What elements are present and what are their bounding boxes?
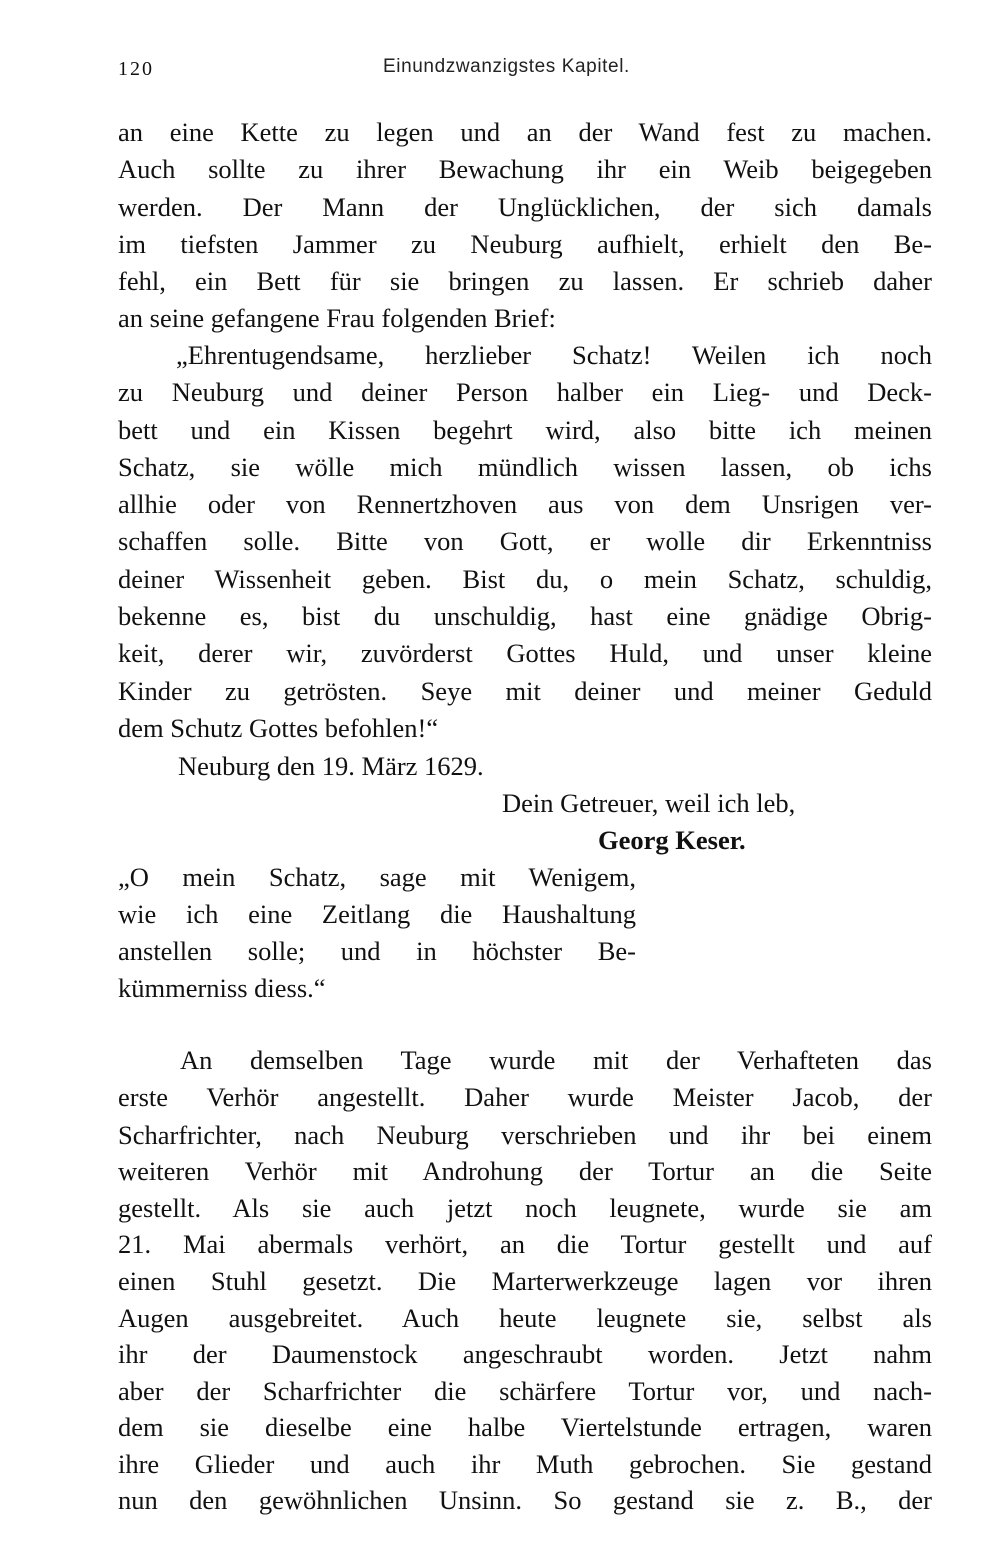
letter-line: bett und ein Kissen begehrt wird, also bitte ich meinen	[118, 415, 932, 445]
letter-line: keit, derer wir, zuvörderst Gottes Huld, und unser kleine	[118, 638, 932, 668]
letter-line: dem Schutz Gottes befohlen!“	[118, 713, 439, 743]
text-line: im tiefsten Jammer zu Neuburg aufhielt, erhielt den Be-	[118, 229, 932, 259]
text-line: erste Verhör angestellt. Daher wurde Meister Jacob, der	[118, 1082, 932, 1112]
letter-line: allhie oder von Rennertzhoven aus von dem Unsrigen ver-	[118, 489, 932, 519]
text-line: ihre Glieder und auch ihr Muth gebrochen. Sie gestand	[118, 1449, 932, 1479]
letter-line: Schatz, sie wölle mich mündlich wissen lassen, ob ichs	[118, 452, 932, 482]
text-line: Augen ausgebreitet. Auch heute leugnete sie, selbst als	[118, 1303, 932, 1333]
text-line: nun den gewöhnlichen Unsinn. So gestand sie z. B., der	[118, 1485, 932, 1515]
letter-date: Neuburg den 19. März 1629.	[178, 751, 484, 781]
text-line: aber der Scharfrichter die schärfere Tortur vor, und nach-	[118, 1376, 932, 1406]
text-line: an seine gefangene Frau folgenden Brief:	[118, 303, 556, 333]
postscript-line: wie ich eine Zeitlang die Haushaltung	[118, 899, 636, 929]
text-line: ihr der Daumenstock angeschraubt worden. Jetzt nahm	[118, 1339, 932, 1369]
letter-line: schaffen solle. Bitte von Gott, er wolle dir Erkenntniss	[118, 526, 932, 556]
postscript-line: „O mein Schatz, sage mit Wenigem,	[118, 862, 636, 892]
letter-line: „Ehrentugendsame, herzlieber Schatz! Weilen ich noch	[176, 340, 932, 370]
letter-line: Kinder zu getrösten. Seye mit deiner und meiner Geduld	[118, 676, 932, 706]
text-line: An demselben Tage wurde mit der Verhafteten das	[180, 1045, 932, 1075]
text-line: Scharfrichter, nach Neuburg verschrieben und ihr bei einem	[118, 1120, 932, 1150]
letter-line: deiner Wissenheit geben. Bist du, o mein Schatz, schuldig,	[118, 564, 932, 594]
text-line: werden. Der Mann der Unglücklichen, der sich damals	[118, 192, 932, 222]
text-line: weiteren Verhör mit Androhung der Tortur an die Seite	[118, 1156, 932, 1186]
letter-line: bekenne es, bist du unschuldig, hast eine gnädige Obrig-	[118, 601, 932, 631]
text-line: an eine Kette zu legen und an der Wand fest zu machen.	[118, 117, 932, 147]
postscript-line: kümmerniss diess.“	[118, 973, 326, 1003]
text-line: 21. Mai abermals verhört, an die Tortur gestellt und auf	[118, 1229, 932, 1259]
postscript-line: anstellen solle; und in höchster Be-	[118, 936, 636, 966]
text-line: Auch sollte zu ihrer Bewachung ihr ein Weib beigegeben	[118, 154, 932, 184]
text-line: gestellt. Als sie auch jetzt noch leugnete, wurde sie am	[118, 1193, 932, 1223]
text-line: fehl, ein Bett für sie bringen zu lassen. Er schrieb daher	[118, 266, 932, 296]
page-number: 120	[118, 58, 154, 80]
text-line: dem sie dieselbe eine halbe Viertelstunde ertragen, waren	[118, 1412, 932, 1442]
letter-line: zu Neuburg und deiner Person halber ein Lieg- und Deck-	[118, 377, 932, 407]
letter-signature: Georg Keser.	[598, 825, 746, 855]
letter-closing: Dein Getreuer, weil ich leb,	[502, 788, 796, 818]
running-header: Einundzwanzigstes Kapitel.	[383, 56, 630, 77]
text-line: einen Stuhl gesetzt. Die Marterwerkzeuge lagen vor ihren	[118, 1266, 932, 1296]
